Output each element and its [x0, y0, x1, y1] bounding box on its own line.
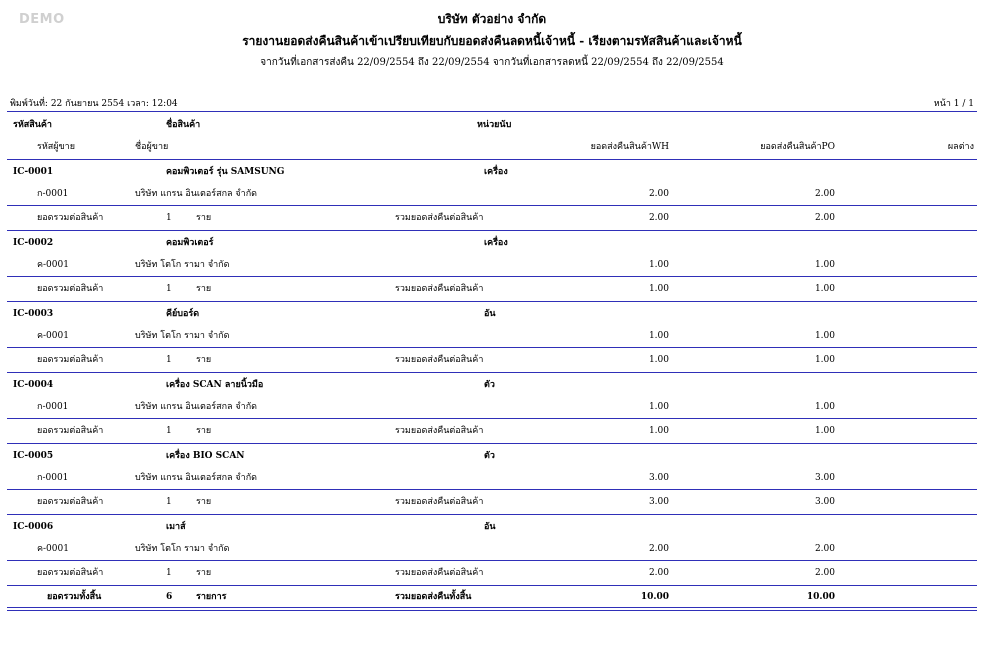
col-product-code: รหัสสินค้า [13, 120, 52, 130]
block-bottom-rule [7, 514, 977, 515]
product-code: IC-0001 [13, 167, 54, 177]
subtotal-desc: รวมยอดส่งคืนต่อสินค้า [395, 497, 484, 507]
page-number: หน้า 1 / 1 [933, 99, 974, 109]
grand-total-double-rule [7, 607, 977, 611]
subtotal-count-unit: ราย [196, 497, 212, 507]
subtotal-wh-value: 1.00 [648, 284, 669, 294]
product-unit: ตัว [484, 380, 495, 390]
vendor-name: บริษัท แกรน อินเตอร์สกล จำกัด [135, 402, 258, 412]
block-bottom-rule [7, 585, 977, 586]
product-unit: ตัว [484, 451, 495, 461]
subtotal-wh-value: 2.00 [648, 568, 669, 578]
subtotal-label: ยอดรวมต่อสินค้า [37, 426, 104, 436]
vendor-code: ค-0001 [37, 544, 69, 554]
product-code: IC-0005 [13, 451, 54, 461]
subtotal-count-unit: ราย [196, 355, 212, 365]
col-unit: หน่วยนับ [477, 120, 512, 130]
product-code: IC-0004 [13, 380, 54, 390]
subtotal-top-rule [7, 418, 977, 419]
col-vendor-code: รหัสผู้ขาย [37, 142, 76, 152]
product-code: IC-0006 [13, 522, 54, 532]
subtotal-po-value: 2.00 [814, 213, 835, 223]
vendor-po-value: 2.00 [814, 544, 835, 554]
subtotal-top-rule [7, 347, 977, 348]
subtotal-label: ยอดรวมต่อสินค้า [37, 568, 104, 578]
vendor-wh-value: 2.00 [648, 544, 669, 554]
product-code: IC-0002 [13, 238, 54, 248]
vendor-wh-value: 1.00 [648, 331, 669, 341]
subtotal-top-rule [7, 276, 977, 277]
col-po: ยอดส่งคืนสินค้าPO [760, 142, 835, 152]
product-name: คอมพิวเตอร์ [166, 238, 214, 248]
product-code: IC-0003 [13, 309, 54, 319]
subtotal-label: ยอดรวมต่อสินค้า [37, 213, 104, 223]
subtotal-wh-value: 3.00 [648, 497, 669, 507]
subtotal-po-value: 3.00 [814, 497, 835, 507]
block-bottom-rule [7, 230, 977, 231]
vendor-po-value: 2.00 [814, 189, 835, 199]
col-vendor-name: ชื่อผู้ขาย [135, 142, 169, 152]
company-name: บริษัท ตัวอย่าง จำกัด [437, 12, 547, 26]
vendor-po-value: 1.00 [814, 331, 835, 341]
subtotal-top-rule [7, 560, 977, 561]
subtotal-po-value: 1.00 [814, 426, 835, 436]
subtotal-po-value: 1.00 [814, 284, 835, 294]
subtotal-top-rule [7, 489, 977, 490]
block-bottom-rule [7, 301, 977, 302]
print-info: พิมพ์วันที่: 22 กันยายน 2554 เวลา: 12:04 [10, 99, 178, 109]
vendor-code: ก-0001 [37, 473, 69, 483]
product-unit: เครื่อง [484, 167, 508, 177]
product-unit: เครื่อง [484, 238, 508, 248]
vendor-wh-value: 3.00 [648, 473, 669, 483]
vendor-name: บริษัท แกรน อินเตอร์สกล จำกัด [135, 473, 258, 483]
product-name: เครื่อง SCAN ลายนิ้วมือ [166, 380, 264, 390]
subtotal-count-unit: ราย [196, 284, 212, 294]
product-name: คีย์บอร์ด [166, 309, 200, 319]
col-wh: ยอดส่งคืนสินค้าWH [590, 142, 669, 152]
subtotal-label: ยอดรวมต่อสินค้า [37, 355, 104, 365]
vendor-code: ก-0001 [37, 189, 69, 199]
vendor-name: บริษัท แกรน อินเตอร์สกล จำกัด [135, 189, 258, 199]
vendor-po-value: 3.00 [814, 473, 835, 483]
subtotal-count-unit: ราย [196, 426, 212, 436]
subtotal-wh-value: 1.00 [648, 426, 669, 436]
product-name: เครื่อง BIO SCAN [166, 451, 245, 461]
subtotal-po-value: 1.00 [814, 355, 835, 365]
header-bottom-rule [7, 159, 977, 160]
subtotal-label: ยอดรวมต่อสินค้า [37, 284, 104, 294]
subtotal-wh-value: 1.00 [648, 355, 669, 365]
subtotal-count-unit: ราย [196, 568, 212, 578]
grand-total-count-unit: รายการ [196, 592, 227, 602]
subtotal-top-rule [7, 205, 977, 206]
grand-total-label: ยอดรวมทั้งสิ้น [47, 592, 102, 602]
vendor-code: ค-0001 [37, 331, 69, 341]
subtotal-desc: รวมยอดส่งคืนต่อสินค้า [395, 284, 484, 294]
subtotal-desc: รวมยอดส่งคืนต่อสินค้า [395, 355, 484, 365]
grand-total-desc: รวมยอดส่งคืนทั้งสิ้น [395, 592, 472, 602]
vendor-name: บริษัท โตโก รามา จำกัด [135, 260, 230, 270]
product-unit: อัน [484, 522, 496, 532]
subtotal-count: 1 [166, 355, 172, 365]
block-bottom-rule [7, 443, 977, 444]
product-unit: อัน [484, 309, 496, 319]
vendor-name: บริษัท โตโก รามา จำกัด [135, 331, 230, 341]
vendor-po-value: 1.00 [814, 402, 835, 412]
subtotal-count: 1 [166, 426, 172, 436]
subtotal-count-unit: ราย [196, 213, 212, 223]
grand-total-wh: 10.00 [640, 592, 669, 602]
col-product-name: ชื่อสินค้า [166, 120, 201, 130]
vendor-name: บริษัท โตโก รามา จำกัด [135, 544, 230, 554]
demo-watermark: DEMO [19, 12, 65, 27]
vendor-code: ก-0001 [37, 402, 69, 412]
header-top-rule [7, 111, 977, 112]
subtotal-count: 1 [166, 568, 172, 578]
report-title: รายงานยอดส่งคืนสินค้าเข้าเปรียบเทียบกับยอดส่งคืนลดหนี้เจ้าหนี้ - เรียงตามรหัสสินค้าและเจ้าหนี้ [242, 34, 742, 48]
vendor-wh-value: 1.00 [648, 260, 669, 270]
subtotal-wh-value: 2.00 [648, 213, 669, 223]
vendor-po-value: 1.00 [814, 260, 835, 270]
subtotal-po-value: 2.00 [814, 568, 835, 578]
vendor-wh-value: 1.00 [648, 402, 669, 412]
subtotal-desc: รวมยอดส่งคืนต่อสินค้า [395, 213, 484, 223]
product-name: เมาส์ [166, 522, 186, 532]
subtotal-desc: รวมยอดส่งคืนต่อสินค้า [395, 568, 484, 578]
product-name: คอมพิวเตอร์ รุ่น SAMSUNG [166, 167, 285, 177]
report-date-range: จากวันที่เอกสารส่งคืน 22/09/2554 ถึง 22/09/2554 จากวันที่เอกสารลดหนี้ 22/09/2554 ถึง 22/09/2554 [260, 57, 724, 68]
grand-total-count: 6 [166, 592, 173, 602]
col-diff: ผลต่าง [947, 142, 974, 152]
vendor-wh-value: 2.00 [648, 189, 669, 199]
block-bottom-rule [7, 372, 977, 373]
grand-total-po: 10.00 [806, 592, 835, 602]
vendor-code: ค-0001 [37, 260, 69, 270]
subtotal-label: ยอดรวมต่อสินค้า [37, 497, 104, 507]
subtotal-count: 1 [166, 497, 172, 507]
subtotal-desc: รวมยอดส่งคืนต่อสินค้า [395, 426, 484, 436]
subtotal-count: 1 [166, 213, 172, 223]
subtotal-count: 1 [166, 284, 172, 294]
